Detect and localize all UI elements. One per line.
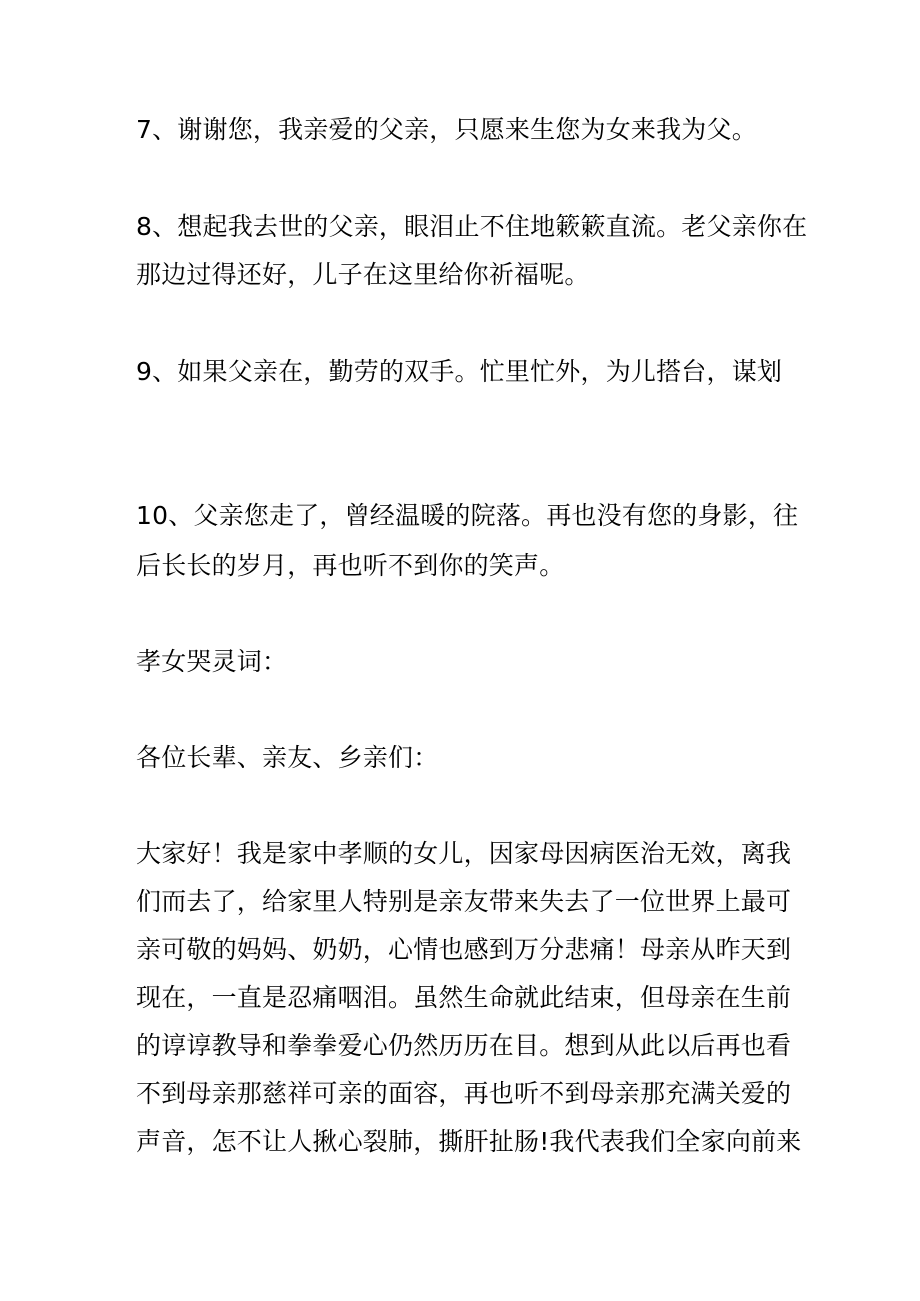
speech-line-4: 现在，一直是忍痛咽泪。虽然生命就此结束，但母亲在生前 [136,983,792,1012]
section-title: 孝女哭灵词： [136,647,288,676]
item-10-line-1: 10、父亲您走了，曾经温暖的院落。再也没有您的身影，往 [136,501,799,530]
speech-line-2: 们而去了，给家里人特别是亲友带来失去了一位世界上最可 [136,887,792,916]
item-10-line-2: 后长长的岁月，再也听不到你的笑声。 [136,551,565,580]
speech-line-5: 的谆谆教导和拳拳爱心仍然历历在目。想到从此以后再也看 [136,1031,792,1060]
speech-line-1: 大家好！我是家中孝顺的女儿，因家母因病医治无效，离我 [136,839,792,868]
item-7-line-1: 7、谢谢您，我亲爱的父亲，只愿来生您为女来我为父。 [136,115,757,144]
speech-line-3: 亲可敬的妈妈、奶奶，心情也感到万分悲痛！母亲从昨天到 [136,935,792,964]
item-8-line-1: 8、想起我去世的父亲，眼泪止不住地簌簌直流。老父亲你在 [136,212,808,241]
salutation: 各位长辈、亲友、乡亲们： [136,743,439,772]
speech-line-7: 声音，怎不让人揪心裂肺，撕肝扯肠!我代表我们全家向前来 [136,1127,802,1156]
item-9-line-1: 9、如果父亲在，勤劳的双手。忙里忙外，为儿搭台，谋划 [136,357,783,386]
speech-line-6: 不到母亲那慈祥可亲的面容，再也听不到母亲那充满关爱的 [136,1079,792,1108]
item-8-line-2: 那边过得还好，儿子在这里给你祈福呢。 [136,260,590,289]
